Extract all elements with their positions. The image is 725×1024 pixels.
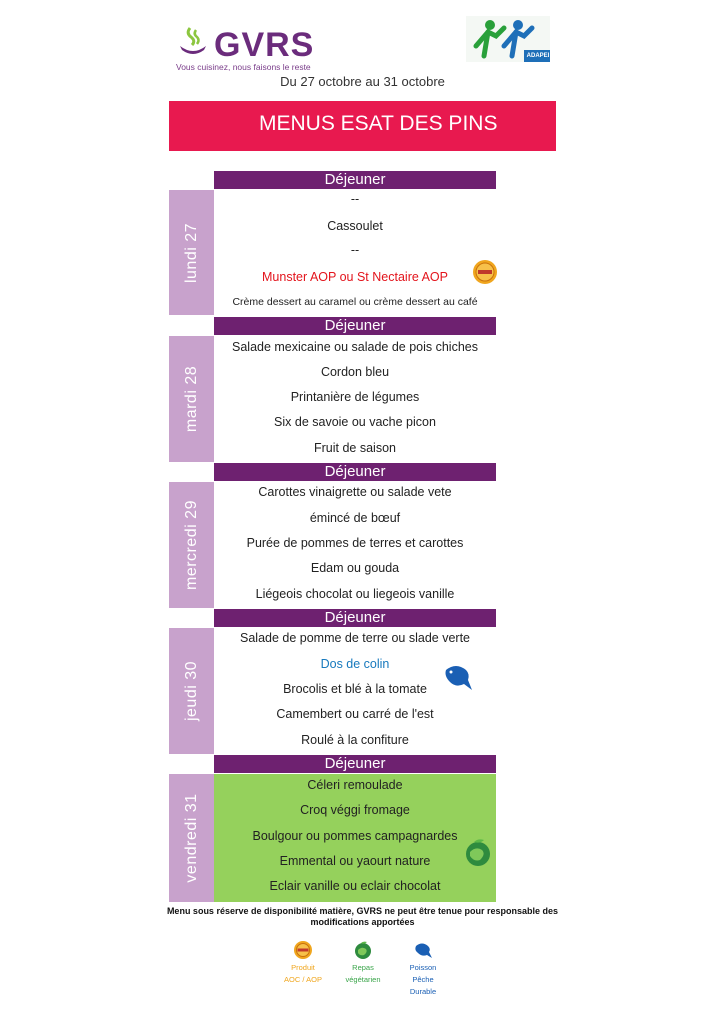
adapei-logo-text: ADAPEI 56 <box>526 53 550 71</box>
menu-item: Céleri remoulade <box>307 778 403 792</box>
meal-header-tuesday: Déjeuner <box>214 317 496 335</box>
page-title: MENUS ESAT DES PINS <box>259 112 498 135</box>
meal-header-thursday: Déjeuner <box>214 609 496 627</box>
menu-item: Fruit de saison <box>314 441 396 455</box>
legend-line: Durable <box>409 987 437 996</box>
menu-item: émincé de bœuf <box>309 511 401 525</box>
menu-item: Salade mexicaine ou salade de pois chiches <box>232 340 478 354</box>
menu-item: Six de savoie ou vache picon <box>274 415 436 429</box>
menu-item: Cordon bleu <box>320 365 390 379</box>
menu-item: Edam ou gouda <box>310 561 400 575</box>
legend-line: Repas <box>352 963 374 972</box>
menu-item: Purée de pommes de terres et carottes <box>246 536 464 550</box>
adapei-logo <box>466 16 550 71</box>
menu-item: Carottes vinaigrette ou salade vete <box>258 485 452 499</box>
legend-line: végétarien <box>345 975 381 984</box>
day-column-tuesday <box>169 336 214 462</box>
brand-tagline: Vous cuisinez, nous faisons le reste <box>176 62 311 72</box>
meal-header-wednesday: Déjeuner <box>214 463 496 481</box>
gvrs-logo <box>176 24 346 76</box>
legend-line: Pêche <box>412 975 434 984</box>
meal-header-friday: Déjeuner <box>214 755 496 773</box>
menu-item: Printanière de légumes <box>290 390 420 404</box>
day-column-wednesday <box>169 482 214 608</box>
disclaimer-note: Menu sous réserve de disponibilité matière, GVRS ne peut être tenue pour responsable des modifications apportées <box>166 906 559 927</box>
day-label: mercredi 29 <box>182 500 200 590</box>
aop-label-icon <box>293 940 313 960</box>
sustainable-fish-icon <box>442 660 474 694</box>
vegetarian-globe-icon <box>353 940 373 960</box>
aop-label-icon <box>472 259 498 285</box>
legend-line: Produit <box>291 963 315 972</box>
menu-item: Roulé à la confiture <box>301 733 409 747</box>
day-label: lundi 27 <box>182 222 200 283</box>
day-label: vendredi 31 <box>182 793 200 883</box>
menu-item: Liégeois chocolat ou liegeois vanille <box>255 587 455 601</box>
steaming-pot-icon <box>176 24 210 58</box>
day-column-thursday <box>169 628 214 754</box>
menu-item-sustainable-fish: Dos de colin <box>320 657 390 671</box>
legend-sustainable-fish <box>383 940 463 998</box>
meal-header-monday: Déjeuner <box>214 171 496 189</box>
sustainable-fish-icon <box>413 940 433 960</box>
day-label: jeudi 30 <box>182 660 200 722</box>
menu-item-aop: Munster AOP ou St Nectaire AOP <box>262 270 448 284</box>
menu-item: Crème dessert au caramel ou crème dessert au café <box>232 296 478 308</box>
menu-item: Cassoulet <box>327 219 383 233</box>
day-column-monday <box>169 190 214 315</box>
day-column-friday <box>169 774 214 902</box>
menu-item: Camembert ou carré de l'est <box>276 707 434 721</box>
menu-item: Emmental ou yaourt nature <box>279 854 431 868</box>
day-label: mardi 28 <box>182 365 200 433</box>
menu-item: Croq véggi fromage <box>300 803 410 817</box>
menu-item: Eclair vanille ou eclair chocolat <box>269 879 441 893</box>
menu-item: Salade de pomme de terre ou slade verte <box>240 631 470 645</box>
menu-item: -- <box>350 192 360 206</box>
menu-item: -- <box>350 243 360 257</box>
menu-item: Brocolis et blé à la tomate <box>283 682 427 696</box>
brand-name: GVRS <box>214 26 315 64</box>
vegetarian-globe-icon <box>462 836 494 868</box>
title-banner <box>169 101 556 151</box>
legend-line: AOC / AOP <box>284 975 322 984</box>
menu-item: Boulgour ou pommes campagnardes <box>252 829 458 843</box>
menu-dates: Du 27 octobre au 31 octobre <box>280 74 445 89</box>
legend-line: Poisson <box>409 963 437 972</box>
